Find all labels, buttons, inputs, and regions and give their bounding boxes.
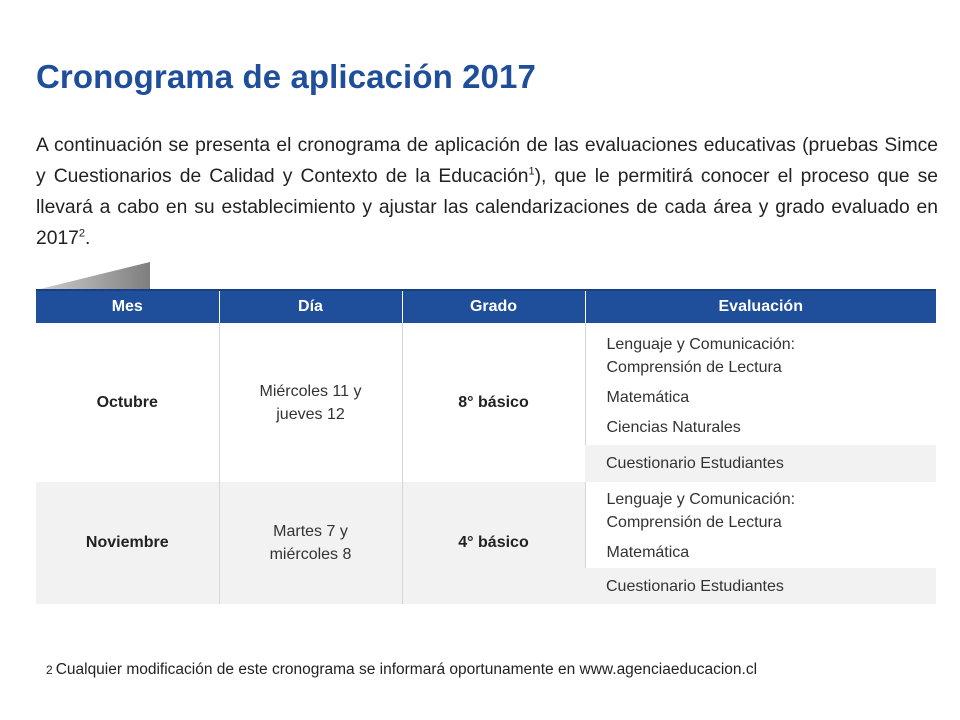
intro-text-3: .	[85, 228, 91, 249]
header-grado: Grado	[402, 290, 585, 323]
footnote-ref-2: 2	[78, 227, 86, 240]
evaluacion-item: Matemática	[606, 389, 690, 406]
header-mes: Mes	[36, 290, 219, 323]
evaluacion-line: Comprensión de Lectura	[606, 359, 782, 376]
cell-cuestionario: Cuestionario Estudiantes	[585, 568, 936, 604]
cell-dia	[219, 323, 402, 482]
cell-cuestionario: Cuestionario Estudiantes	[585, 445, 936, 482]
cell-mes: Noviembre	[36, 482, 219, 604]
cell-dia	[219, 482, 402, 604]
cell-mes: Octubre	[36, 323, 219, 482]
cell-grado: 4° básico	[402, 482, 585, 604]
table-header-row	[36, 290, 936, 323]
cell-grado: 8° básico	[402, 323, 585, 482]
header-evaluacion: Evaluación	[585, 290, 936, 323]
schedule-table	[36, 289, 936, 604]
evaluacion-line: Comprensión de Lectura	[606, 514, 782, 531]
table-row	[36, 482, 936, 568]
footnote-ref-1: 1	[528, 165, 535, 178]
evaluacion-line: Lenguaje y Comunicación:	[606, 491, 796, 508]
decorative-wedge	[36, 262, 150, 290]
evaluacion-item	[607, 488, 937, 534]
footnote	[46, 661, 757, 679]
evaluacion-item	[607, 333, 937, 379]
intro-text-2: ), que le permitirá conocer el proceso que se llevará a cabo en su establecimiento y ajustar las calendarizaciones de cada área y grado evaluado en 2017	[36, 166, 938, 249]
intro-paragraph	[36, 130, 938, 254]
evaluacion-item: Matemática	[606, 544, 690, 561]
dia-line: Miércoles 11 y	[259, 382, 362, 400]
header-dia: Día	[219, 290, 402, 323]
evaluacion-line: Lenguaje y Comunicación:	[606, 336, 796, 353]
footnote-number: 2	[46, 663, 53, 677]
cell-evaluaciones	[585, 482, 936, 568]
page-title: Cronograma de aplicación 2017	[36, 58, 536, 95]
dia-line: Martes 7 y	[273, 523, 348, 540]
cell-evaluaciones	[585, 323, 936, 445]
footnote-text: Cualquier modificación de este cronograma se informará oportunamente en www.agenciaeducacion.cl	[55, 661, 758, 678]
dia-line: jueves 12	[276, 405, 345, 423]
dia-line: miércoles 8	[269, 546, 352, 563]
evaluacion-item: Ciencias Naturales	[606, 419, 741, 436]
table-row	[36, 323, 936, 445]
intro-text-1: A continuación se presenta el cronograma de aplicación de las evaluaciones educativas (pruebas Simce y Cuestionarios de Calidad y Contexto de la Educación	[36, 135, 938, 187]
